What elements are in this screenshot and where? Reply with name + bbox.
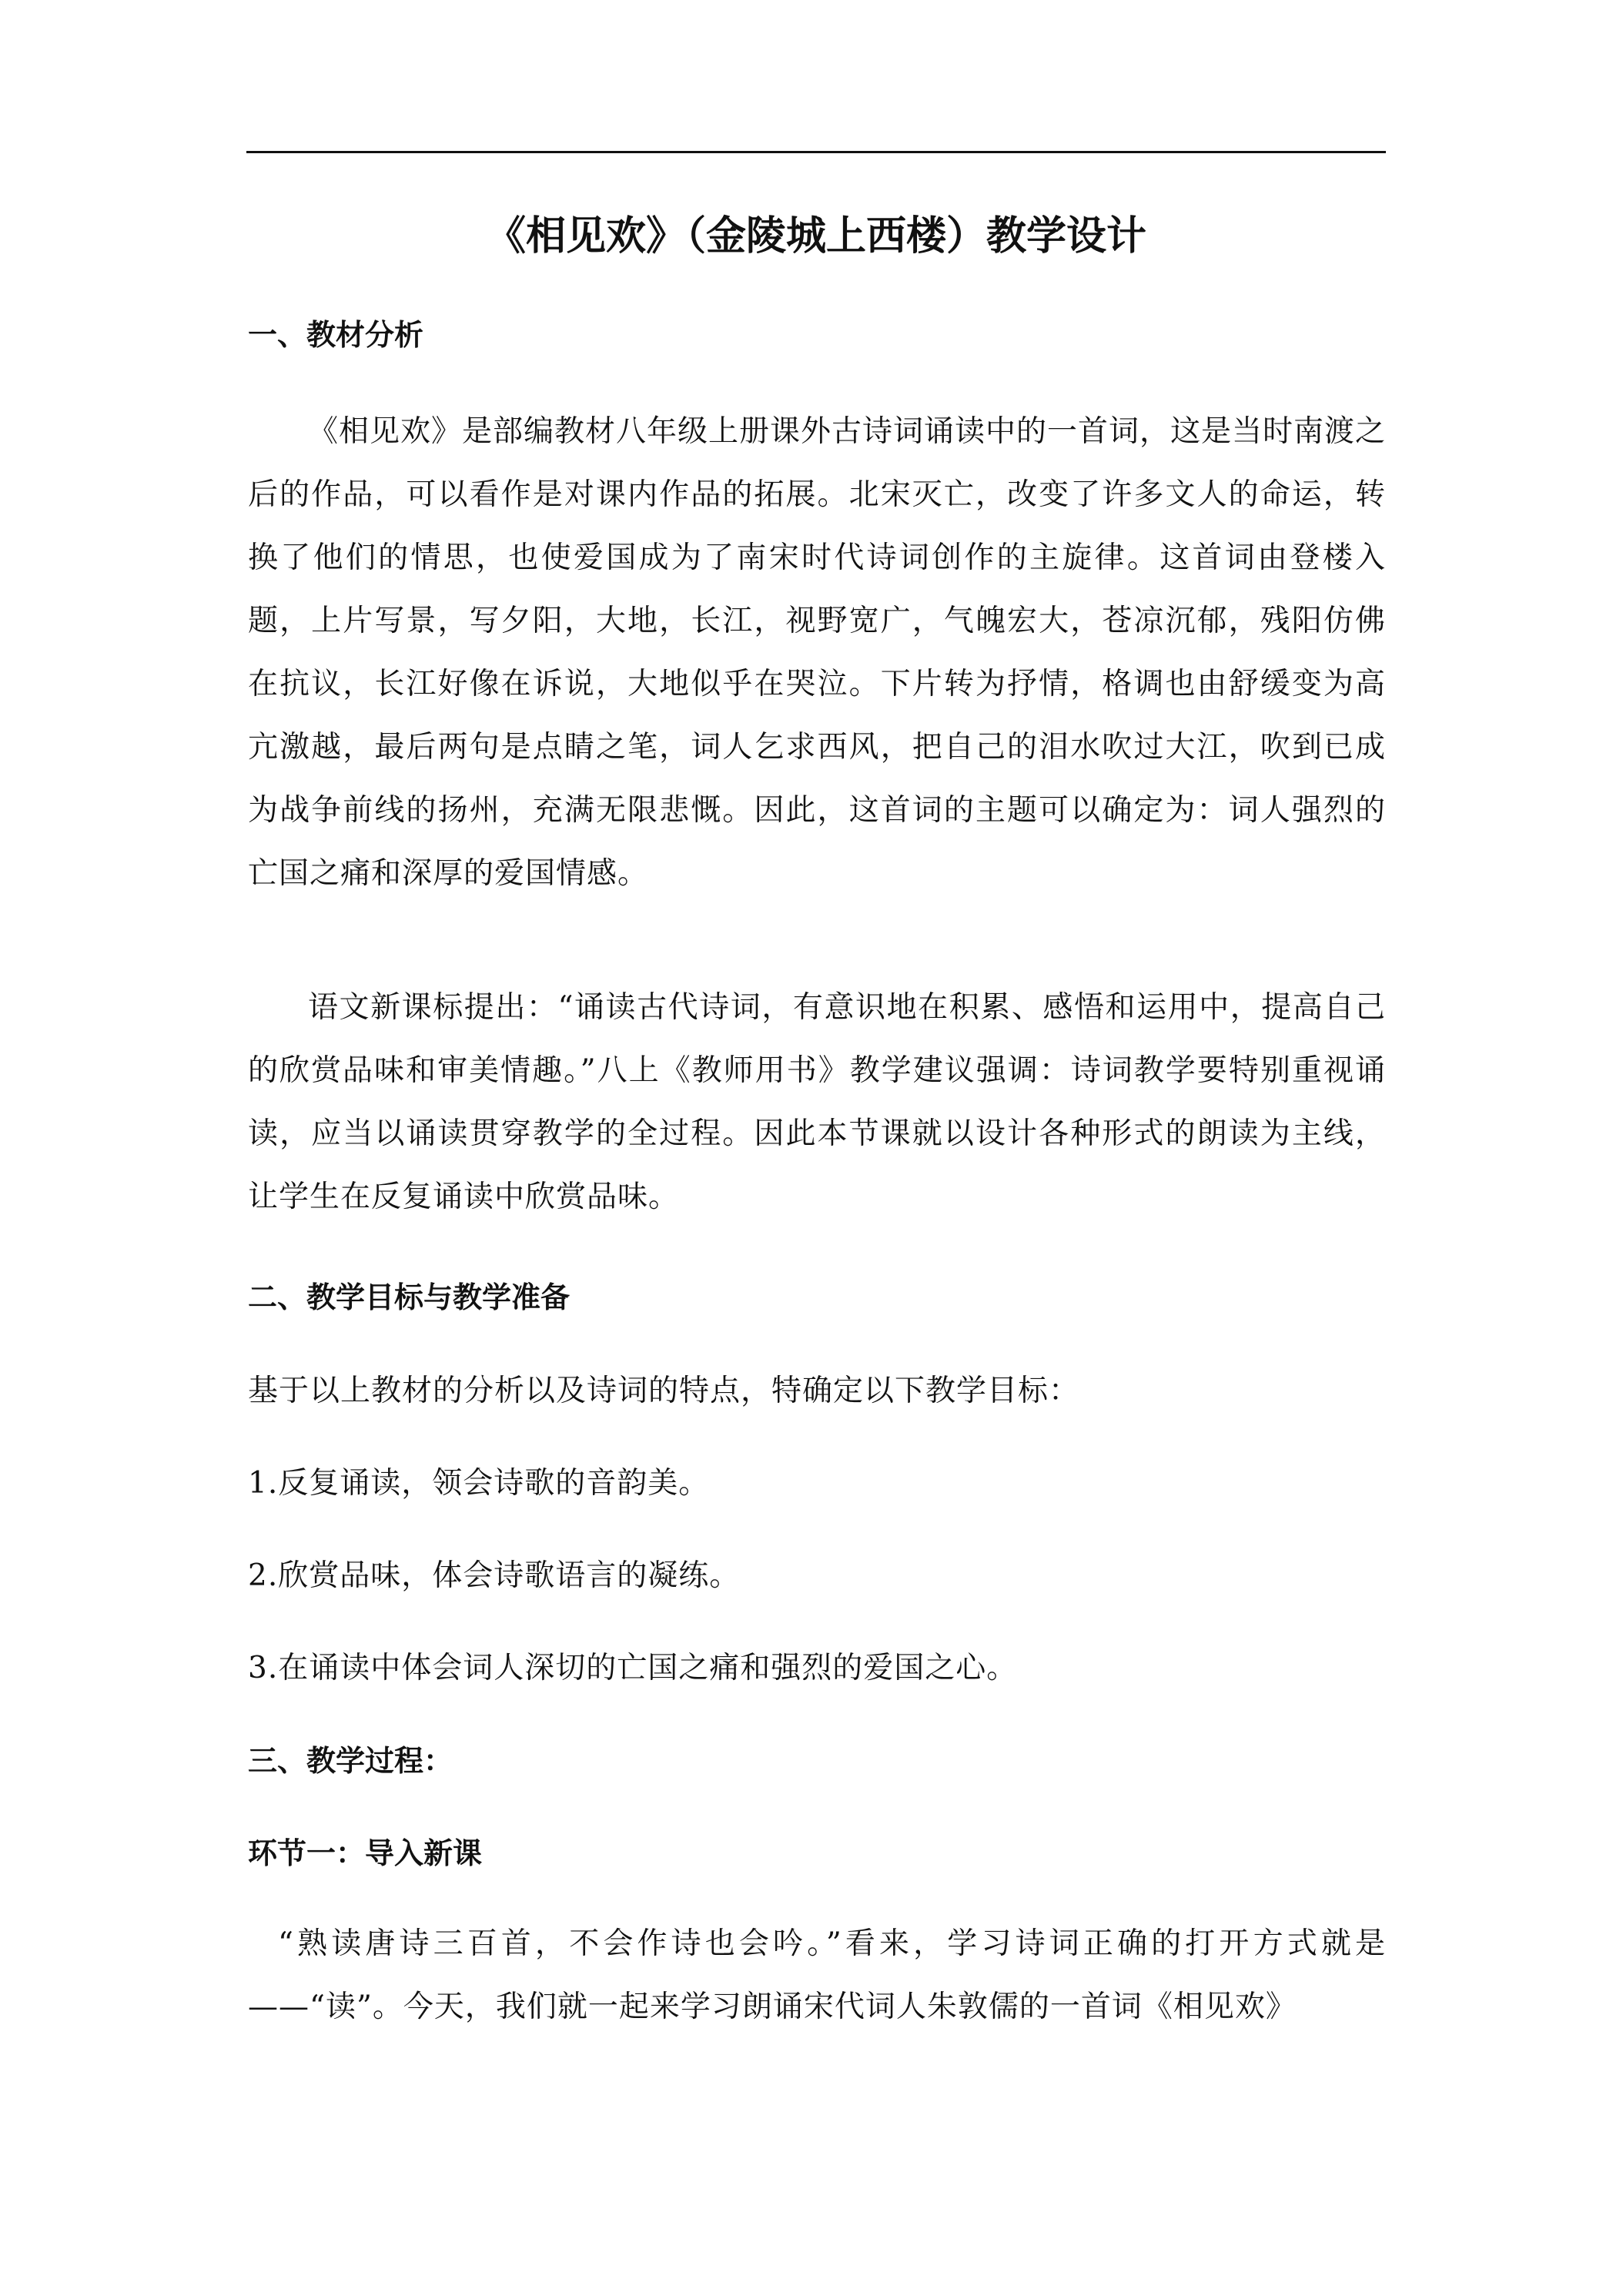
intro-paragraph: “熟读唐诗三百首，不会作诗也会吟。”看来，学习诗词正确的打开方式就是——“读”。今天，我们就一起来学习朗诵宋代词人朱敦儒的一首词《相见欢》 [248, 1926, 1386, 2024]
analysis-paragraph-1: 《相见欢》是部编教材八年级上册课外古诗词诵读中的一首词，这是当时南渡之后的作品，可以看作是对课内作品的拓展。北宋灭亡，改变了许多文人的命运，转换了他们的情思，也使爱国成为了南宋时代诗词创作的主旋律。这首词由登楼入题，上片写景，写夕阳，大地，长江，视野宽广，气魄宏大，苍凉沉郁，残阳仿佛在抗议，长江好像在诉说，大地似乎在哭泣。下片转为抒情，格调也由舒缓变为高亢激越，最后两句是点睛之笔，词人乞求西风，把自己的泪水吹过大江，吹到已成为战争前线的扬州，充满无限悲慨。因此，这首词的主题可以确定为：词人强烈的亡国之痛和深厚的爱国情感。 [248, 414, 1387, 891]
step-heading-intro: 环节一：导入新课 [248, 1836, 483, 1870]
header-rule [246, 151, 1386, 153]
goal-item-3: 3.在诵读中体会词人深切的亡国之痛和强烈的爱国之心。 [248, 1651, 1018, 1685]
goal-item-1: 1.反复诵读，领会诗歌的音韵美。 [248, 1466, 710, 1501]
goal-item-2: 2.欣赏品味，体会诗歌语言的凝练。 [248, 1558, 741, 1593]
section-heading-goals: 二、教学目标与教学准备 [248, 1280, 571, 1314]
section-heading-process: 三、教学过程： [248, 1744, 453, 1778]
section-heading-analysis: 一、教材分析 [248, 318, 424, 352]
analysis-paragraph-2: 语文新课标提出：“诵读古代诗词，有意识地在积累、感悟和运用中，提高自己的欣赏品味和审美情趣。”八上《教师用书》教学建议强调：诗词教学要特别重视诵读，应当以诵读贯穿教学的全过程。因此本节课就以设计各种形式的朗读为主线，让学生在反复诵读中欣赏品味。 [248, 990, 1386, 1214]
document-title: 《相见欢》（金陵城上西楼）教学设计 [485, 213, 1146, 259]
goals-intro: 基于以上教材的分析以及诗词的特点，特确定以下教学目标： [248, 1374, 1080, 1408]
